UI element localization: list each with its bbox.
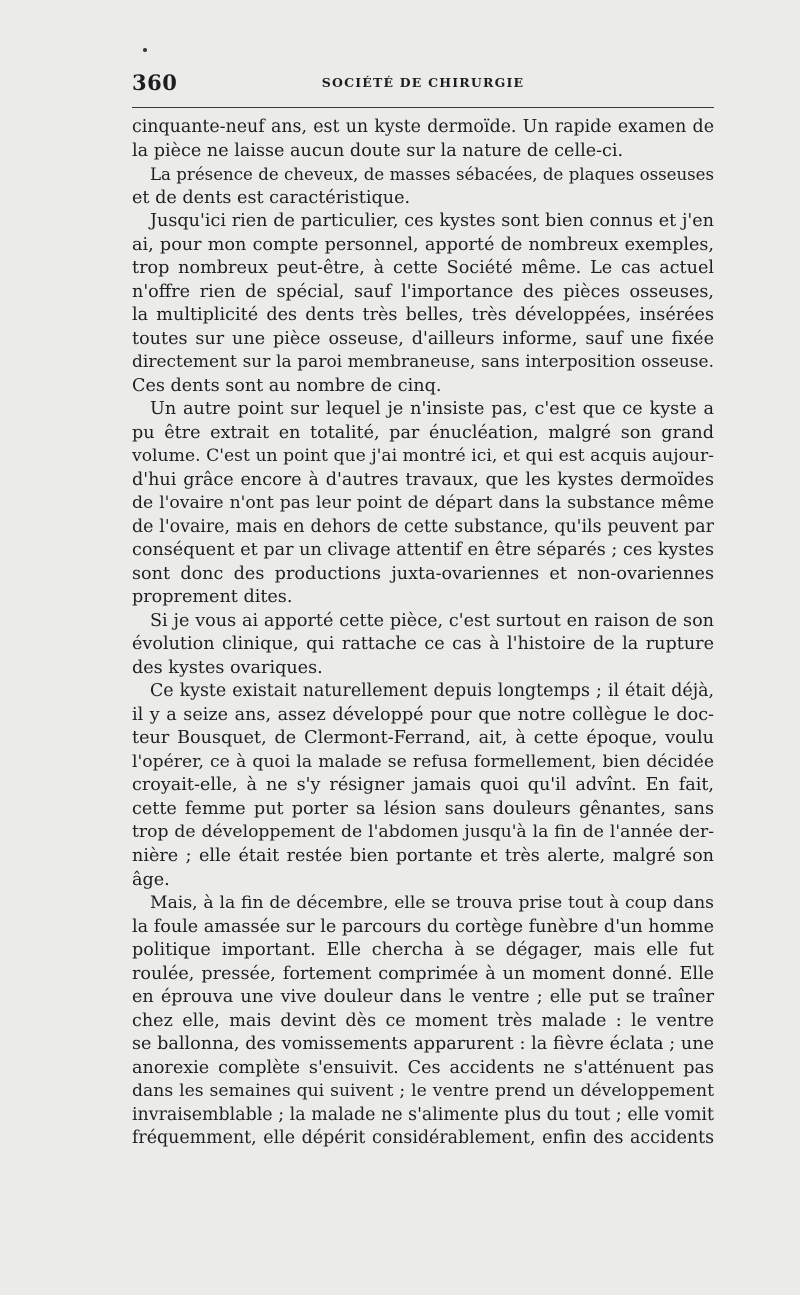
text-line: de l'ovaire n'ont pas leur point de départ dans la substance même [132, 493, 714, 514]
text-line: et de dents est caractéristique. [132, 187, 411, 208]
text-line: Mais, à la fin de décembre, elle se trouva prise tout à coup dans [150, 893, 714, 914]
text-line: évolution clinique, qui rattache ce cas à l'histoire de la rupture [132, 634, 714, 655]
text-line: la pièce ne laisse aucun doute sur la nature de celle-ci. [132, 140, 624, 161]
text-line: teur Bousquet, de Clermont-Ferrand, ait, à cette époque, voulu [132, 728, 714, 749]
text-line: toutes sur une pièce osseuse, d'ailleurs informe, sauf une fixée [132, 328, 714, 349]
text-line: pu être extrait en totalité, par énucléation, malgré son grand [132, 422, 714, 443]
text-line: trop nombreux peut-être, à cette Société même. Le cas actuel [132, 258, 714, 279]
text-line: chez elle, mais devint dès ce moment très malade : le ventre [132, 1010, 714, 1031]
header-rule [132, 107, 714, 108]
text-line: se ballonna, des vomissements apparurent : la fièvre éclata ; une [132, 1034, 714, 1055]
text-line: fréquemment, elle dépérit considérablement, enfin des accidents [132, 1128, 714, 1149]
text-line: roulée, pressée, fortement comprimée à un moment donné. Elle [132, 963, 714, 984]
text-line: Ce kyste existait naturellement depuis longtemps ; il était déjà, [150, 681, 714, 702]
text-line: La présence de cheveux, de masses sébacées, de plaques osseuses [150, 165, 714, 185]
text-line: anorexie complète s'ensuivit. Ces accidents ne s'atténuent pas [132, 1057, 714, 1078]
page-header [132, 68, 714, 98]
text-line: cette femme put porter sa lésion sans douleurs gênantes, sans [132, 798, 714, 819]
text-line: conséquent et par un clivage attentif en être séparés ; ces kystes [132, 540, 714, 561]
text-line: âge. [132, 869, 170, 890]
text-line: proprement dites. [132, 587, 293, 608]
text-line: des kystes ovariques. [132, 657, 323, 678]
text-line: politique important. Elle chercha à se dégager, mais elle fut [132, 940, 714, 961]
text-line: ai, pour mon compte personnel, apporté de nombreux exemples, [132, 234, 714, 255]
text-line: dans les semaines qui suivent ; le ventre prend un développement [132, 1081, 714, 1102]
text-line: sont donc des productions juxta-ovariennes et non-ovariennes [132, 563, 714, 584]
text-line: directement sur la paroi membraneuse, sans interposition osseuse. [132, 352, 714, 373]
text-line: Jusqu'ici rien de particulier, ces kystes sont bien connus et j'en [150, 211, 714, 232]
text-line: il y a seize ans, assez développé pour que notre collègue le doc- [132, 704, 714, 725]
text-line: la multiplicité des dents très belles, très développées, insérées [132, 305, 714, 326]
text-line: trop de développement de l'abdomen jusqu'à la fin de l'année der- [132, 822, 714, 843]
text-line: Si je vous ai apporté cette pièce, c'est surtout en raison de son [150, 610, 714, 631]
text-line: n'offre rien de spécial, sauf l'importance des pièces osseuses, [132, 281, 714, 302]
text-line: cinquante-neuf ans, est un kyste dermoïde. Un rapide examen de [132, 117, 714, 137]
text-line: l'opérer, ce à quoi la malade se refusa formellement, bien décidée [132, 751, 714, 772]
text-line: de l'ovaire, mais en dehors de cette substance, qu'ils peuvent par [132, 516, 714, 537]
text-line: Un autre point sur lequel je n'insiste pas, c'est que ce kyste a [150, 399, 714, 420]
text-line: croyait-elle, à ne s'y résigner jamais quoi qu'il advînt. En fait, [132, 775, 714, 796]
text-line: volume. C'est un point que j'ai montré ici, et qui est acquis aujour- [132, 446, 714, 467]
running-title: SOCIÉTÉ DE CHIRURGIE [321, 75, 525, 90]
ink-speck [143, 48, 147, 52]
text-line: invraisemblable ; la malade ne s'alimente plus du tout ; elle vomit [132, 1104, 714, 1125]
body-text [132, 116, 714, 1151]
text-line: la foule amassée sur le parcours du cortège funèbre d'un homme [132, 916, 714, 937]
page-number: 360 [132, 70, 178, 95]
text-line: nière ; elle était restée bien portante et très alerte, malgré son [132, 845, 714, 866]
text-line: en éprouva une vive douleur dans le ventre ; elle put se traîner [132, 987, 714, 1008]
text-line: Ces dents sont au nombre de cinq. [132, 375, 442, 396]
text-line: d'hui grâce encore à d'autres travaux, que les kystes dermoïdes [132, 469, 714, 490]
